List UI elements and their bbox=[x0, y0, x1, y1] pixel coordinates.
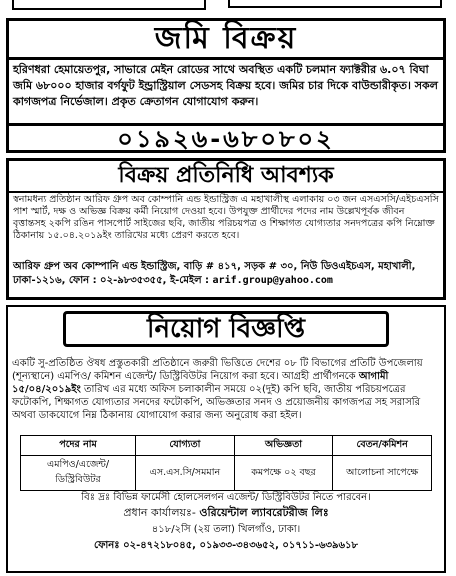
cutoff-box-left bbox=[12, 0, 206, 10]
job-table-cell-position: এমপিও/এজেন্ট/ ডিস্ট্রিবিউটর bbox=[21, 456, 136, 491]
sales-rep-contact bbox=[13, 260, 439, 288]
recruitment-office-name: ওরিয়েন্টাল ল্যাবরেটরীজ লিঃ bbox=[199, 506, 329, 519]
job-table-header-qualification: যোগ্যতা bbox=[136, 436, 235, 456]
table-row bbox=[21, 456, 432, 491]
sales-rep-title: বিক্রয় প্রতিনিধি আবশ্যক bbox=[9, 161, 443, 193]
job-table-cell-salary: আলোচনা সাপেক্ষে bbox=[333, 456, 432, 491]
recruitment-title-wrap bbox=[8, 307, 444, 353]
recruitment-deadline: আগামী ১৫/০৪/২০১৯ইং bbox=[12, 371, 389, 395]
sales-rep-body: স্বনামধন্য প্রতিষ্ঠান আরিফ গ্রুপ অব কোম্পানি এন্ড ইন্ডাস্ট্রিজ এ মহাখালীস্থ এলাকায় ০৩ জন এসএসসি/এইচএসসি পাশ স্মার্ট, দক্ষ ও অভিজ্ঞ বিক্রয় কর্মী নিয়োগ দেওয়া হবে। উপযুক্ত প্রার্থীদের পদের নাম উল্লেখপূর্বক জীবন বৃত্তান্তসহ ২কপি রঙিন পাসপোর্ট সাইজের ছবি, জাতীয় পরিচয়পত্র ও শিক্ষাগত যোগ্যতার সনদপত্রের কপি নিম্নোক্ত ঠিকানায় ১৫.০৪.২০১৯ইং তারিখের মধ্যে প্রেরণ করতে হবে। bbox=[13, 194, 439, 241]
recruitment-body-part-1: একটি সু-প্রতিষ্ঠিত ঔষধ প্রস্তুতকারী প্রতিষ্ঠানে জরুরী ভিত্তিতে দেশের ০৮ টি বিভাগের প্রতিটি উপজেলায় (শূন্যস্থানে) এমপিও/ কমিশন এজেন্ট/ ডিস্ট্রিবিউটর নিয়োগ করা হবে। আগ্রহী প্রার্থীগনকে bbox=[12, 358, 423, 382]
land-sale-ad bbox=[6, 18, 446, 153]
job-table-header-salary: বেতন/কমিশন bbox=[333, 436, 432, 456]
recruitment-body-part-2: তারিখ এর মধ্যে অফিস চলাকালীন সময়ে ০২(দুই) কপি ছবি, জাতীয় পরিচয়পত্রের ফটোকপি, শিক্ষাগত যোগ্যতার সনদের ফটোকপি, অভিজ্ঞতার সনদ ও প্রয়োজনীয় কাগজপত্র সহ সরাসরি অথবা ডাকযোগে নিম্ন ঠিকানায় যোগাযোগ করার জন্য অনুরোধ করা হইল। bbox=[12, 384, 421, 421]
recruitment-office-label: প্রধান কার্যালয়ঃ- bbox=[123, 506, 196, 519]
job-table bbox=[20, 435, 432, 491]
job-table-cell-experience: কমপক্ষে ০২ বছর bbox=[234, 456, 333, 491]
job-table-header-position: পদের নাম bbox=[21, 436, 136, 456]
sales-rep-company-line: আরিফ গ্রুপ অব কোম্পানি এন্ড ইন্ডাস্ট্রিজ, বাড়ি # ৪১৭, সড়ক # ৩০, নিউ ডিওএইচএস, মহাখালী, ঢাকা-১২১৬, ফোন : ০২-৯৮৩৫৩৫৫, ই-মেইল : bbox=[13, 261, 416, 286]
recruitment-phones: ফোনঃ ০২-৪৭২১৮০৪৫, ০১৯৩৩-৩৪৩৬৫২, ০১৭১১-৬৩৯৬১৮ bbox=[94, 540, 358, 551]
recruitment-title: নিয়োগ বিজ্ঞপ্তি bbox=[63, 311, 389, 347]
land-sale-body: হরিণধরা হেমায়েতপুর, সাভারে মেইন রোডের সাথে অবস্থিত একটি চলমান ফ্যাক্টরীর ৬.০৭ বিঘা জমি ৬৮০০০ হাজার বর্গফুট ইন্ড্রাস্ট্রিয়াল সেডসহ বিক্রয় হবে। জমির চার দিকে বাউন্ডারীকৃত। সকল কাগজপত্র নির্ভেজাল। প্রকৃত ক্রেতাগন যোগাযোগ করুন। bbox=[13, 63, 438, 108]
cutoff-box-right bbox=[228, 0, 442, 8]
job-table-header-experience: অভিজ্ঞতা bbox=[234, 436, 333, 456]
recruitment-address: ৪১৮/২সি (২য় তলা) খিলগাঁও, ঢাকা। bbox=[151, 524, 301, 535]
job-table-cell-qualification: এস.এস.সি/সমমান bbox=[136, 456, 235, 491]
recruitment-office bbox=[8, 506, 444, 520]
sales-rep-ad bbox=[6, 158, 446, 300]
job-table-header-row bbox=[21, 436, 432, 456]
recruitment-ad bbox=[6, 305, 446, 573]
land-sale-phone: ০১৯২৬-৬৮০৮০২ bbox=[9, 123, 443, 153]
top-cutoff-boxes bbox=[0, 0, 456, 18]
recruitment-body bbox=[12, 357, 440, 422]
land-sale-title: জমি বিক্রয় bbox=[9, 21, 443, 60]
sales-rep-email: arif.group@yahoo.com bbox=[212, 275, 333, 286]
recruitment-note: বিঃ দ্রঃ বিভিন্ন ফার্মেসী হোলসেলগন এজেন্ট/ ডিস্ট্রিবিউটর নিতে পারবেন। bbox=[81, 492, 371, 503]
